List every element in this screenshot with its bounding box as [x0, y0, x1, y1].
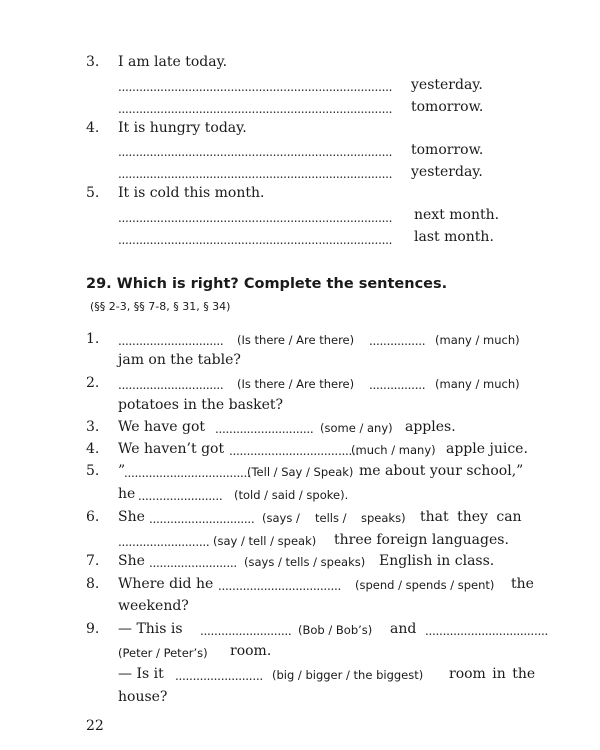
choice-hint: (says / — [262, 511, 300, 525]
item-number: 4. — [86, 120, 100, 136]
sentence-text: he — [118, 486, 136, 502]
choice-hint: (Peter / Peter’s) — [118, 646, 208, 660]
blank-line[interactable]: .............................................................................. — [118, 233, 393, 247]
sentence-text: Where did he — [118, 576, 214, 592]
sentence-text: — Is it — [118, 666, 164, 682]
grammar-reference: (§§ 2-3, §§ 7-8, § 31, § 34) — [90, 300, 231, 313]
blank-line[interactable]: ......................... — [149, 556, 237, 570]
blank-line[interactable]: .......................... — [118, 535, 210, 549]
item-number: 3. — [86, 419, 100, 435]
sentence: It is hungry today. — [118, 120, 247, 136]
sentence-text: the — [511, 576, 534, 592]
sentence-text: apple juice. — [446, 441, 528, 457]
blank-line[interactable]: .............................................................................. — [118, 80, 393, 94]
time-word: yesterday. — [411, 164, 483, 180]
blank-line[interactable]: .............................. — [118, 378, 224, 392]
time-word: yesterday. — [411, 77, 483, 93]
time-word: next month. — [414, 207, 500, 223]
item-number: 3. — [86, 54, 100, 70]
choice-hint: (Tell / Say / Speak) — [247, 465, 354, 479]
item-number: 6. — [86, 509, 100, 525]
sentence-text: jam on the table? — [118, 352, 241, 368]
sentence-text: that they can — [420, 509, 522, 525]
blank-line[interactable]: ........................ — [138, 489, 223, 503]
sentence-text: We haven’t got — [118, 441, 225, 457]
sentence-text: and — [390, 621, 417, 637]
blank-line[interactable]: ................................... — [218, 579, 342, 593]
blank-line[interactable]: .............................................................................. — [118, 145, 393, 159]
sentence: It is cold this month. — [118, 185, 265, 201]
sentence-text: apples. — [405, 419, 456, 435]
choice-hint: (says / tells / speaks) — [244, 555, 366, 569]
quote-mark: ” — [118, 463, 126, 479]
choice-hint: (many / much) — [435, 333, 520, 347]
sentence-text: — This is — [118, 621, 183, 637]
item-number: 5. — [86, 185, 100, 201]
exercise-title: 29. Which is right? Complete the sentences. — [86, 276, 448, 292]
blank-line[interactable]: .............................................................................. — [118, 211, 393, 225]
item-number: 4. — [86, 441, 100, 457]
sentence-text: me about your school,” — [359, 463, 524, 479]
sentence: I am late today. — [118, 54, 228, 70]
choice-hint: tells / — [315, 511, 347, 525]
item-number: 5. — [86, 463, 100, 479]
choice-hint: (told / said / spoke). — [234, 488, 349, 502]
item-number: 2. — [86, 375, 100, 391]
choice-hint: (Is there / Are there) — [237, 377, 355, 391]
item-number: 8. — [86, 576, 100, 592]
time-word: tomorrow. — [411, 142, 484, 158]
choice-hint: speaks) — [361, 511, 406, 525]
sentence-text: weekend? — [118, 598, 189, 614]
blank-line[interactable]: .............................. — [149, 512, 255, 526]
blank-line[interactable]: ................ — [369, 378, 426, 392]
choice-hint: (spend / spends / spent) — [355, 578, 495, 592]
choice-hint: (Is there / Are there) — [237, 333, 355, 347]
time-word: tomorrow. — [411, 99, 484, 115]
blank-line[interactable]: .................................... — [124, 466, 251, 480]
sentence-text: She — [118, 553, 145, 569]
blank-line[interactable]: .......................... — [200, 624, 292, 638]
choice-hint: (some / any) — [320, 421, 393, 435]
choice-hint: (big / bigger / the biggest) — [272, 668, 424, 682]
blank-line[interactable]: ............................ — [215, 422, 314, 436]
blank-line[interactable]: ................ — [369, 334, 426, 348]
blank-line[interactable]: .............................................................................. — [118, 102, 393, 116]
choice-hint: (say / tell / speak) — [213, 534, 317, 548]
sentence-text: three foreign languages. — [334, 532, 509, 548]
sentence-text: house? — [118, 689, 168, 705]
sentence-text: room in the — [449, 666, 536, 682]
choice-hint: (Bob / Bob’s) — [298, 623, 373, 637]
blank-line[interactable]: ..................................... — [229, 444, 360, 458]
page-number: 22 — [86, 718, 104, 734]
item-number: 7. — [86, 553, 100, 569]
choice-hint: (much / many) — [351, 443, 436, 457]
item-number: 9. — [86, 621, 100, 637]
sentence-text: She — [118, 509, 145, 525]
item-number: 1. — [86, 331, 100, 347]
blank-line[interactable]: .............................. — [118, 334, 224, 348]
sentence-text: room. — [230, 643, 272, 659]
choice-hint: (many / much) — [435, 377, 520, 391]
sentence-text: potatoes in the basket? — [118, 397, 284, 413]
blank-line[interactable]: ......................... — [175, 669, 263, 683]
blank-line[interactable]: ................................... — [425, 624, 549, 638]
blank-line[interactable]: .............................................................................. — [118, 167, 393, 181]
sentence-text: English in class. — [379, 553, 495, 569]
time-word: last month. — [414, 229, 494, 245]
sentence-text: We have got — [118, 419, 206, 435]
